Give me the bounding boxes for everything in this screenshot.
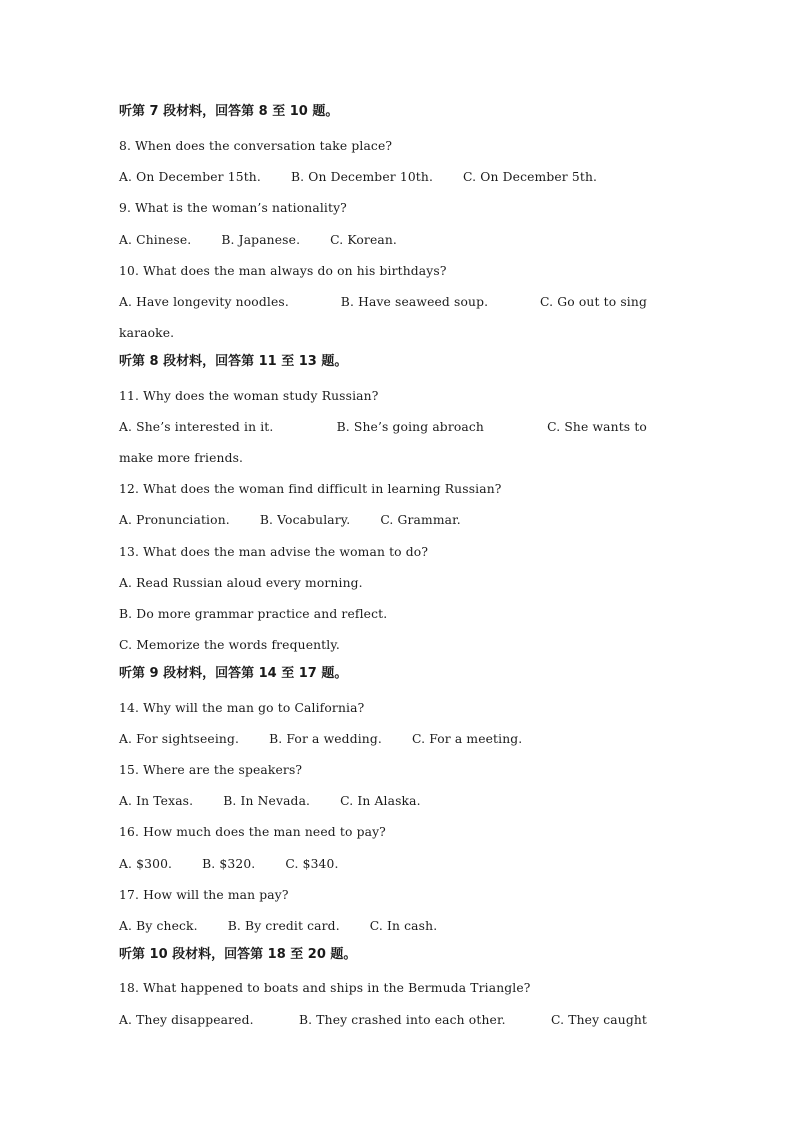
option-continuation: make more friends. <box>119 451 244 465</box>
question-stem: 11. Why does the woman study Russian? <box>119 389 379 403</box>
question-stem: 10. What does the man always do on his birthdays? <box>119 264 447 278</box>
question-stem: 16. How much does the man need to pay? <box>119 825 386 839</box>
option-continuation: karaoke. <box>119 326 175 340</box>
option-c: C. Grammar. <box>380 513 461 527</box>
question-stem: 17. How will the man pay? <box>119 888 289 902</box>
question-options <box>119 1012 647 1028</box>
option-a: A. They disappeared. <box>119 1013 254 1027</box>
option-c: C. $340. <box>285 857 339 871</box>
option-c: C. They caught <box>550 1013 647 1027</box>
option-b: B. Have seaweed soup. <box>340 295 489 309</box>
question-options <box>119 731 647 747</box>
question-options <box>119 793 647 809</box>
option-c: C. Korean. <box>330 233 397 247</box>
option-a: A. For sightseeing. <box>119 732 240 746</box>
question-options <box>119 918 647 934</box>
question-stem: 15. Where are the speakers? <box>119 763 303 777</box>
question-options <box>119 512 647 528</box>
option-b: B. They crashed into each other. <box>298 1013 506 1027</box>
section-header: 听第 8 段材料，回答第 11 至 13 题。 <box>119 354 348 369</box>
question-stem: 12. What does the woman find difficult in learning Russian? <box>119 482 502 496</box>
option-a: A. By check. <box>119 919 198 933</box>
question-options <box>119 856 647 872</box>
option-a: A. On December 15th. <box>119 170 261 184</box>
option-a: A. She’s interested in it. <box>119 420 274 434</box>
option-c: C. On December 5th. <box>463 170 598 184</box>
question-stem: 9. What is the woman’s nationality? <box>119 201 347 215</box>
option-b: B. $320. <box>202 857 256 871</box>
question-options <box>119 169 647 185</box>
question-stem: 8. When does the conversation take place? <box>119 139 393 153</box>
option-a: A. In Texas. <box>119 794 194 808</box>
option-c: C. Memorize the words frequently. <box>119 638 340 652</box>
question-stem: 18. What happened to boats and ships in the Bermuda Triangle? <box>119 981 531 995</box>
option-b: B. She’s going abroach <box>336 420 484 434</box>
option-c: C. In cash. <box>369 919 438 933</box>
option-b: B. Vocabulary. <box>259 513 351 527</box>
option-a: A. Read Russian aloud every morning. <box>119 576 363 590</box>
section-header: 听第 10 段材料，回答第 18 至 20 题。 <box>119 947 357 962</box>
section-header: 听第 9 段材料，回答第 14 至 17 题。 <box>119 666 348 681</box>
question-options <box>119 232 647 248</box>
option-c: C. She wants to <box>547 420 647 434</box>
option-b: B. For a wedding. <box>269 732 382 746</box>
section-header: 听第 7 段材料，回答第 8 至 10 题。 <box>119 104 339 119</box>
option-b: B. Japanese. <box>221 233 301 247</box>
option-a: A. Pronunciation. <box>119 513 230 527</box>
question-stem: 13. What does the man advise the woman to do? <box>119 545 429 559</box>
option-b: B. Do more grammar practice and reflect. <box>119 607 388 621</box>
option-a: A. Have longevity noodles. <box>119 295 289 309</box>
option-b: B. In Nevada. <box>223 794 311 808</box>
question-options <box>119 419 647 435</box>
option-c: C. For a meeting. <box>411 732 523 746</box>
option-b: B. By credit card. <box>227 919 340 933</box>
option-a: A. $300. <box>119 857 173 871</box>
question-stem: 14. Why will the man go to California? <box>119 701 365 715</box>
option-a: A. Chinese. <box>119 233 192 247</box>
option-c: C. Go out to sing <box>540 295 647 309</box>
option-b: B. On December 10th. <box>290 170 434 184</box>
option-c: C. In Alaska. <box>340 794 421 808</box>
question-options <box>119 294 647 310</box>
